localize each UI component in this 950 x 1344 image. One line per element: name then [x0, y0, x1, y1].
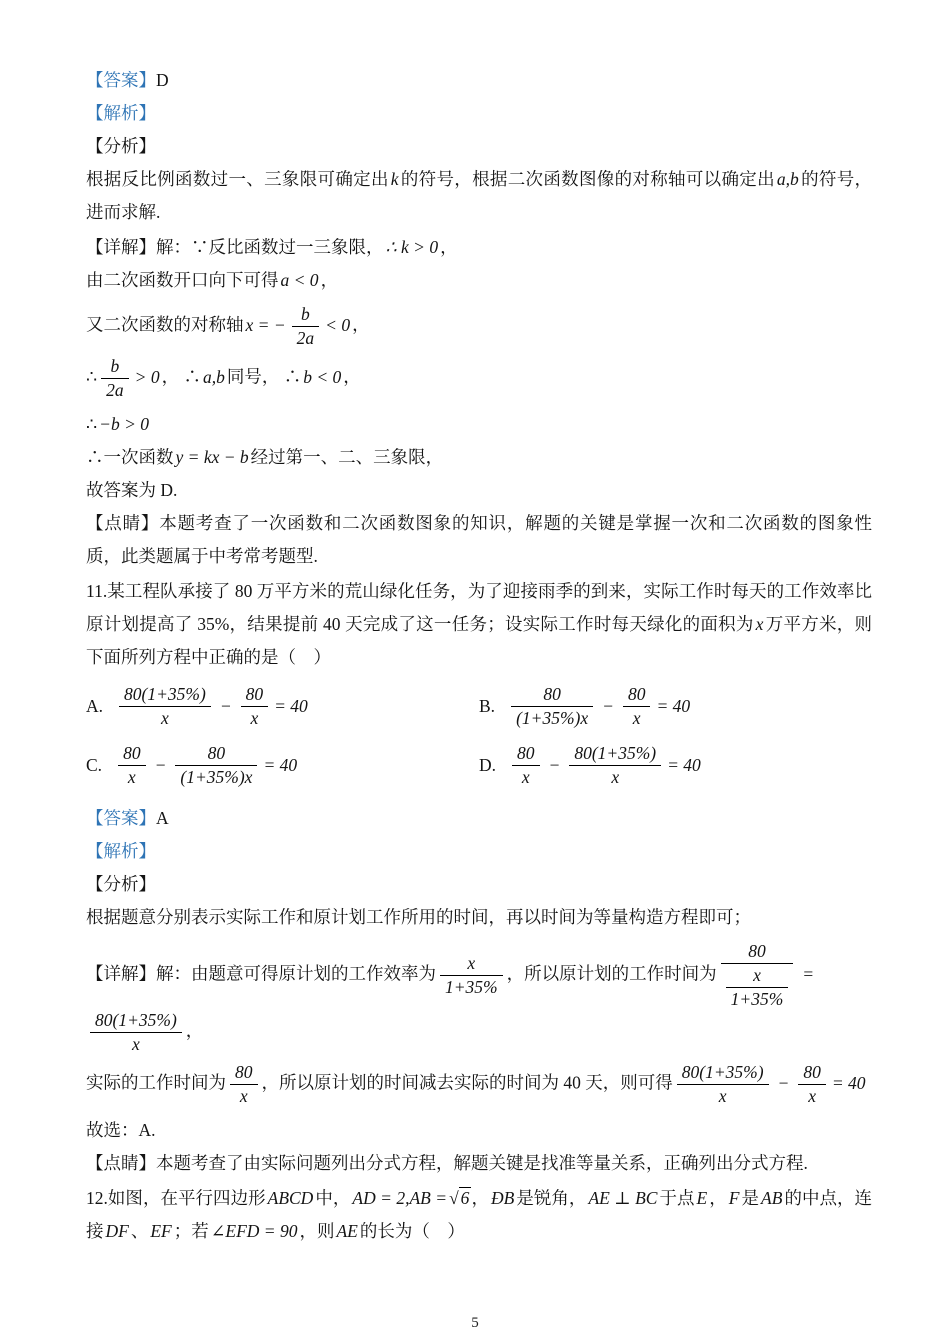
text-fragment: ，	[320, 270, 339, 290]
equation-rhs: = 40	[274, 696, 308, 716]
fraction-denominator: x	[132, 1034, 140, 1054]
fraction-numerator: 80	[511, 684, 593, 707]
text-fragment: ，	[471, 1188, 489, 1208]
fraction-numerator: x	[726, 965, 789, 988]
fraction	[623, 684, 651, 729]
xiangjie-label: 【详解】	[86, 963, 156, 984]
text-fragment: 又二次函数的对称轴	[86, 314, 244, 335]
fraction-denominator: x	[239, 1086, 248, 1106]
text-fragment: ，	[709, 1188, 727, 1208]
q10-detail-line5	[86, 408, 872, 441]
text-fragment: 同号，	[226, 366, 280, 387]
fraction-denominator: x	[808, 1086, 816, 1106]
fraction-numerator: 80	[798, 1062, 826, 1085]
math-fragment: DF	[105, 1221, 129, 1241]
minus-operator: −	[548, 755, 561, 775]
fraction-numerator: 80(1+35%)	[119, 684, 211, 707]
math-fragment: E	[696, 1188, 708, 1208]
fraction-denominator: (1+35%)x	[516, 708, 589, 728]
fraction-denominator: 2a	[106, 380, 124, 400]
option-letter: C.	[86, 755, 103, 775]
text-fragment: 于点	[659, 1188, 695, 1208]
q11-note	[86, 1147, 872, 1180]
q11-options	[86, 684, 872, 788]
fraction-denominator	[721, 964, 794, 1010]
text-fragment: ；若	[173, 1221, 209, 1241]
fraction-numerator: 80	[175, 743, 257, 766]
text-fragment: 万平方米，则下面所列方程中正确的是（ ）	[86, 614, 873, 667]
page-number: 5	[471, 1315, 479, 1331]
math-fragment: AE	[336, 1221, 358, 1241]
text-fragment: 12.如图，在平行四边形	[86, 1188, 266, 1208]
fraction	[511, 684, 593, 729]
fraction-denominator: (1+35%)x	[180, 767, 253, 787]
fraction-denominator: x	[611, 767, 620, 787]
math-fragment: ABCD	[267, 1188, 314, 1208]
math-fragment: > 0	[134, 366, 160, 387]
math-fragment: x	[755, 614, 764, 634]
q11-jiexi-header: 【解析】	[86, 841, 156, 861]
math-fragment: −b > 0	[99, 414, 150, 434]
text-fragment: 由二次函数开口向下可得	[86, 270, 279, 290]
text-fragment: ，	[343, 366, 361, 387]
fraction	[798, 1062, 826, 1107]
square-root	[449, 1187, 471, 1208]
text-fragment: 实际的工作时间为	[86, 1072, 226, 1093]
equation-rhs: = 40	[831, 1072, 866, 1093]
text-fragment: 解：由题意可得原计划的工作效率为	[156, 963, 436, 984]
fraction-denominator: x	[127, 767, 136, 787]
compound-fraction	[721, 941, 794, 1010]
q12-stem	[86, 1182, 872, 1248]
math-fragment: y = kx − b	[175, 447, 249, 467]
fraction-numerator: b	[101, 356, 129, 379]
option-letter: B.	[479, 696, 496, 716]
dianjing-label: 【点睛】	[86, 1153, 156, 1173]
nested-fraction	[726, 965, 789, 1010]
q10-note	[86, 507, 872, 573]
fraction-numerator: b	[292, 304, 320, 327]
option-A	[86, 684, 479, 729]
fraction-denominator: x	[718, 1086, 727, 1106]
fraction-numerator: 80(1+35%)	[90, 1010, 182, 1033]
text-fragment: 解：∵反比函数过一三象限，	[156, 237, 384, 257]
text-fragment: 的符号，进而求解.	[86, 169, 873, 222]
fraction	[292, 304, 320, 349]
radical-sign: √	[449, 1188, 459, 1208]
math-fragment: AB	[761, 1188, 783, 1208]
text-fragment: ，	[352, 314, 370, 335]
fraction	[677, 1062, 769, 1107]
fraction	[512, 743, 540, 788]
math-fragment: EF	[150, 1221, 172, 1241]
q10-analysis-text	[86, 163, 872, 229]
answer-label: 【答案】	[86, 70, 156, 90]
fraction	[241, 684, 269, 729]
q11-detail-line2	[86, 1062, 872, 1107]
fraction	[90, 1010, 182, 1055]
fraction-numerator: 80	[230, 1062, 258, 1085]
math-fragment: AE ⊥ BC	[588, 1188, 658, 1208]
options-row-2	[86, 743, 872, 788]
q10-detail-line6	[86, 441, 872, 474]
q11-answer-line	[86, 802, 872, 835]
text-fragment: ，所以原计划的时间减去实际的时间为 40 天，则可得	[261, 1072, 673, 1093]
option-C	[86, 743, 479, 788]
fraction-denominator: x	[632, 708, 641, 728]
fraction-numerator: 80	[118, 743, 146, 766]
math-fragment: F	[728, 1188, 740, 1208]
fraction-denominator: x	[250, 708, 259, 728]
q10-detail-line3	[86, 304, 872, 349]
fraction-denominator: x	[161, 708, 169, 728]
text-fragment: 根据反比例函数过一、三象限可确定出	[86, 169, 389, 189]
option-B	[479, 684, 872, 729]
options-row-1	[86, 684, 872, 729]
q11-detail-line1	[86, 941, 872, 1055]
math-fragment: b < 0	[303, 366, 342, 387]
fraction-numerator: x	[440, 953, 503, 976]
text-fragment: 经过第一、二、三象限，	[250, 447, 444, 467]
fraction-denominator: 2a	[296, 328, 315, 348]
text-fragment: 的中点，连接	[86, 1188, 873, 1241]
radicand: 6	[460, 1188, 470, 1208]
fraction-numerator: 80(1+35%)	[677, 1062, 769, 1085]
therefore-symbol: ∴	[86, 414, 98, 434]
fraction	[569, 743, 661, 788]
text-fragment: ∴一次函数	[86, 447, 174, 467]
math-fragment: AD = 2,AB =	[352, 1188, 448, 1208]
fraction-denominator: 1+35%	[730, 989, 784, 1009]
q10-jiexi-header: 【解析】	[86, 103, 156, 123]
math-fragment: x = −	[245, 314, 286, 335]
math-fragment: k	[390, 169, 399, 189]
equation-rhs: = 40	[656, 696, 691, 716]
text-fragment: 、	[130, 1221, 149, 1241]
text-fragment: 的长为（ ）	[359, 1221, 465, 1241]
fraction-numerator: 80(1+35%)	[569, 743, 661, 766]
equation-rhs: = 40	[667, 755, 701, 775]
q10-detail-line4	[86, 356, 872, 401]
q10-detail-line2	[86, 264, 872, 297]
math-fragment: a,b	[776, 169, 799, 189]
dianjing-label: 【点睛】	[86, 513, 160, 533]
math-fragment: a,b	[202, 366, 225, 387]
equals-operator: =	[802, 963, 815, 984]
fraction-numerator: 80	[241, 684, 269, 707]
fraction	[101, 356, 129, 401]
q11-stem	[86, 575, 872, 674]
q11-fenxi-header: 【分析】	[86, 874, 156, 894]
fraction	[175, 743, 257, 788]
q10-fenxi-header: 【分析】	[86, 136, 156, 156]
minus-operator: −	[777, 1072, 790, 1093]
q10-detail-line1	[86, 231, 872, 264]
minus-operator: −	[219, 696, 232, 716]
q10-conclusion: 故答案为 D.	[86, 480, 178, 500]
fraction-numerator: 80	[721, 941, 794, 964]
text-fragment: ，	[440, 237, 458, 257]
option-D	[479, 743, 872, 788]
equation-rhs: = 40	[263, 755, 298, 775]
therefore-symbol: ∴	[183, 366, 201, 387]
text-fragment: 的符号，根据二次函数图像的对称轴可以确定出	[400, 169, 775, 189]
fraction	[119, 684, 211, 729]
fraction-numerator: 80	[623, 684, 651, 707]
fraction	[118, 743, 146, 788]
text-fragment: ，所以原计划的工作时间为	[506, 963, 717, 984]
fraction-denominator: x	[521, 767, 530, 787]
text-fragment: ，则	[299, 1221, 335, 1241]
math-fragment: ∠EFD = 90	[210, 1221, 298, 1241]
answer-label: 【答案】	[86, 808, 156, 828]
q11-conclusion: 故选：A.	[86, 1120, 156, 1140]
q11-analysis-text: 根据题意分别表示实际工作和原计划工作所用的时间，再以时间为等量构造方程即可；	[86, 907, 751, 927]
option-letter: A.	[86, 696, 104, 716]
text-fragment: 是锐角，	[516, 1188, 587, 1208]
math-fragment: ∴ k > 0	[385, 237, 439, 257]
text-fragment: 是	[741, 1188, 760, 1208]
fraction-denominator: 1+35%	[445, 977, 498, 997]
therefore-symbol: ∴	[283, 366, 302, 387]
text-fragment: 本题考查了由实际问题列出分式方程，解题关键是找准等量关系，正确列出分式方程.	[156, 1153, 808, 1173]
fraction	[230, 1062, 258, 1107]
text-fragment: ，	[185, 1020, 204, 1041]
therefore-symbol: ∴	[86, 366, 98, 387]
xiangjie-label: 【详解】	[86, 237, 156, 257]
option-letter: D.	[479, 755, 497, 775]
q10-answer-value: D	[156, 70, 169, 90]
q10-answer-line	[86, 64, 872, 97]
math-fragment: a < 0	[280, 270, 319, 290]
text-fragment: ，	[161, 366, 180, 387]
math-fragment: < 0	[325, 314, 351, 335]
q11-answer-value: A	[156, 808, 169, 828]
fraction-numerator: 80	[512, 743, 540, 766]
fraction	[440, 953, 503, 998]
minus-operator: −	[154, 755, 167, 775]
text-fragment: 11.某工程队承接了 80 万平方米的荒山绿化任务，为了迎接雨季的到来，实际工作时每天的工作效率比原计划提高了 35%，结果提前 40 天完成了这一任务；设实际工作时每天绿化的面积为	[86, 581, 872, 634]
text-fragment: 中，	[315, 1188, 351, 1208]
text-fragment: 本题考查了一次函数和二次函数图象的知识，解题的关键是掌握一次和二次函数的图象性质，此类题属于中考常考题型.	[86, 513, 873, 566]
math-fragment: ÐB	[490, 1188, 515, 1208]
minus-operator: −	[602, 696, 614, 716]
